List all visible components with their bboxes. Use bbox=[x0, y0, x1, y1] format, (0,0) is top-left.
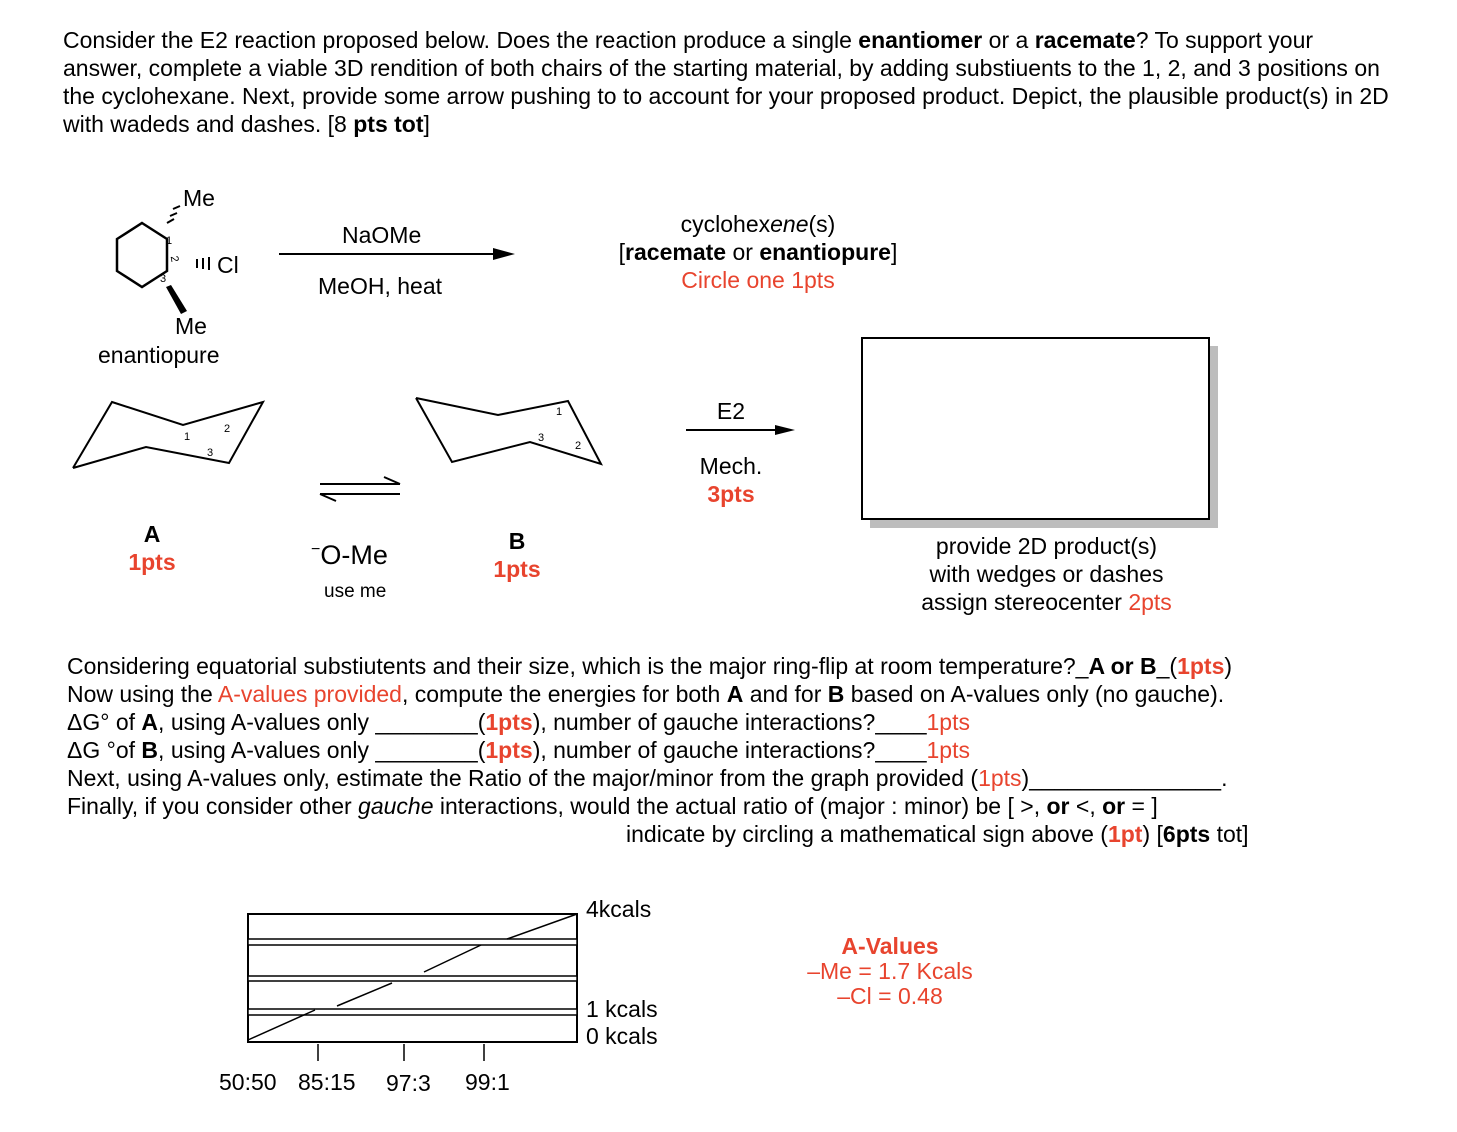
chart-xlabel-99-1: 99:1 bbox=[465, 1069, 510, 1095]
energy-chart bbox=[248, 914, 577, 1061]
circle-one-label: Circle one 1pts bbox=[681, 267, 835, 293]
e2-label: E2 bbox=[716, 398, 746, 424]
solvent-label: MeOH, heat bbox=[318, 273, 442, 299]
wedge-bond-me-bottom bbox=[166, 285, 187, 314]
chart-band-2 bbox=[248, 976, 577, 981]
product-header: cyclohexene(s) [racemate or enantiopure] Circle one 1pts bbox=[598, 210, 918, 294]
question-4: ΔG °of B, using A-values only ________(1pts), number of gauche interactions?____1pts bbox=[67, 737, 970, 763]
reactant-me-top: Me bbox=[183, 185, 215, 211]
chart-xlabel-85-15: 85:15 bbox=[298, 1069, 356, 1095]
reactant-num-1: 1 bbox=[166, 235, 173, 247]
chair-a bbox=[73, 402, 263, 468]
question-5: Next, using A-values only, estimate the Ratio of the major/minor from the graph provided (1pts)_______________. bbox=[67, 765, 1228, 791]
chart-xlabel-50-50: 50:50 bbox=[219, 1069, 277, 1095]
hash-bond-cl bbox=[197, 257, 209, 270]
e2-mech: Mech. 3pts bbox=[699, 453, 763, 507]
chair-a-num-1: 1 bbox=[184, 431, 191, 443]
enantiopure-label: enantiopure bbox=[98, 342, 220, 368]
chart-axis-ticks bbox=[318, 1044, 484, 1061]
chair-a-num-3: 3 bbox=[207, 447, 214, 459]
question-block bbox=[67, 652, 1232, 820]
chair-b-num-1: 1 bbox=[556, 406, 563, 418]
question-2: Now using the A-values provided, compute the energies for both A and for B based on A-values only (no gauche). bbox=[67, 681, 1225, 707]
question-6: Finally, if you consider other gauche interactions, would the actual ratio of (major : minor) be [ >, or <, or = ] bbox=[67, 793, 1158, 819]
chair-b-label: B 1pts bbox=[493, 528, 541, 582]
reactant-num-3: 3 bbox=[160, 273, 167, 285]
chart-ylabel-4kcals: 4kcals bbox=[586, 896, 652, 922]
use-me-note: use me bbox=[324, 581, 387, 602]
answer-box-caption: provide 2D product(s) with wedges or dashes assign stereocenter 2pts bbox=[921, 533, 1172, 615]
intro-paragraph: Consider the E2 reaction proposed below. Does the reaction produce a single enantiomer or a racemate? To support your answer, complete a viable 3D rendition of both chairs of the starting material, by adding substiuents to the 1, 2, and 3 positions on the cyclohexane. Next, provide some arrow pushing to to account for your proposed product. Depict, the plausible product(s) in 2D with wadeds and dashes. [8 pts tot] bbox=[63, 27, 1389, 137]
chair-a-label: A 1pts bbox=[128, 521, 176, 575]
reactant-num-2: 2 bbox=[167, 254, 181, 264]
chair-b-num-3: 3 bbox=[538, 432, 545, 444]
chart-ylabel-1kcals: 1 kcals bbox=[586, 996, 658, 1022]
reactant-cl: Cl bbox=[217, 252, 239, 278]
chart-ylabel-0kcals: 0 kcals bbox=[586, 1023, 658, 1049]
chair-b bbox=[416, 398, 601, 464]
methoxide-base: −O-Me bbox=[311, 540, 388, 570]
chair-b-num-2: 2 bbox=[575, 440, 582, 452]
question-3: ΔG° of A, using A-values only ________(1pts), number of gauche interactions?____1pts bbox=[67, 709, 970, 735]
e2-arrow-head bbox=[775, 425, 795, 435]
question-1: Considering equatorial substiutents and their size, which is the major ring-flip at room temperature?_A or B_(1pts) bbox=[67, 653, 1233, 679]
chart-band-1 bbox=[248, 939, 577, 945]
chair-a-num-2: 2 bbox=[224, 423, 231, 435]
equilibrium-arrows bbox=[320, 477, 400, 501]
chart-xlabel-97-3: 97:3 bbox=[386, 1070, 431, 1096]
chart-band-3 bbox=[248, 1009, 577, 1015]
reagent-naome: NaOMe bbox=[342, 222, 422, 248]
reactant-me-bottom: Me bbox=[175, 313, 207, 339]
hash-bond-me-top bbox=[167, 206, 180, 223]
a-values-panel: A-Values –Me = 1.7 Kcals –Cl = 0.48 bbox=[807, 933, 973, 1009]
answer-box bbox=[862, 338, 1209, 519]
question-7: indicate by circling a mathematical sign above (1pt) [6pts tot] bbox=[626, 821, 1249, 847]
reaction-arrow-head bbox=[493, 248, 515, 260]
